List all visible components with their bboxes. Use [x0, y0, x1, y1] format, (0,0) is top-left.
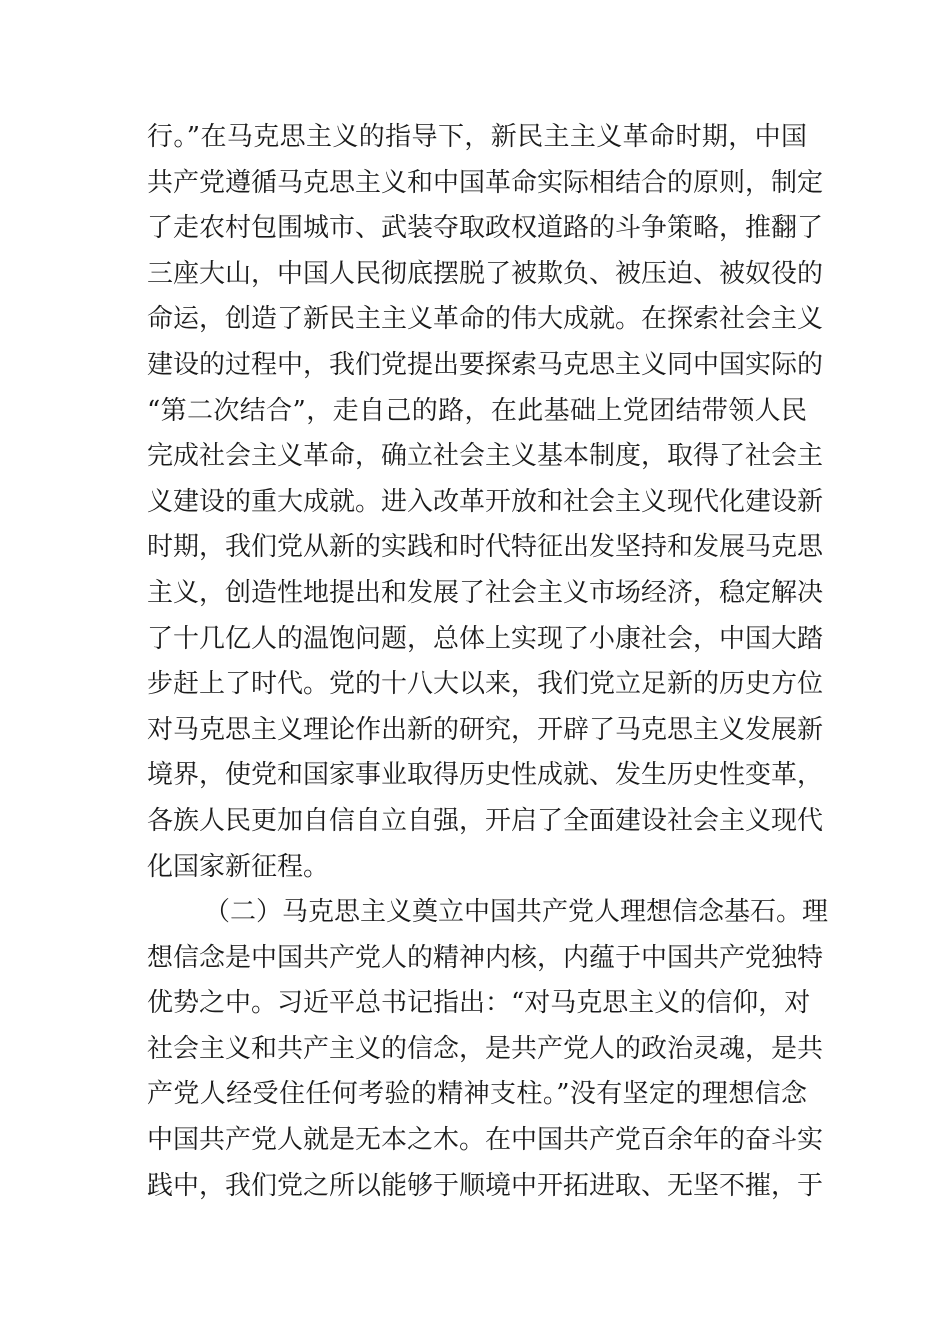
text-line: 时期，我们党从新的实践和时代特征出发坚持和发展马克思 [147, 532, 824, 563]
text-line: 各族人民更加自信自立自强，开启了全面建设社会主义现代 [147, 805, 824, 836]
text-line: “第二次结合”，走自己的路，在此基础上党团结带领人民 [147, 395, 807, 426]
text-line: 主义，创造性地提出和发展了社会主义市场经济，稳定解决 [147, 577, 824, 608]
text-line: 产党人经受住任何考验的精神支柱。”没有坚定的理想信念 [147, 1079, 807, 1110]
text-line: 三座大山，中国人民彻底摆脱了被欺负、被压迫、被奴役的 [147, 258, 824, 289]
text-line: 了十几亿人的温饱问题，总体上实现了小康社会，中国大踏 [147, 623, 824, 654]
text-line: 境界，使党和国家事业取得历史性成就、发生历史性变革， [147, 760, 824, 791]
text-line: 对马克思主义理论作出新的研究，开辟了马克思主义发展新 [147, 714, 824, 745]
body-text [147, 115, 829, 1209]
text-line: 践中，我们党之所以能够于顺境中开拓进取、无坚不摧，于 [147, 1170, 824, 1201]
section-heading-line: （二）马克思主义奠立中国共产党人理想信念基石。理 [204, 897, 829, 928]
text-line: 行。”在马克思主义的指导下，新民主主义革命时期，中国 [147, 122, 807, 152]
text-line: 中国共产党人就是无本之木。在中国共产党百余年的奋斗实 [147, 1125, 824, 1156]
text-line: 共产党遵循马克思主义和中国革命实际相结合的原则，制定 [147, 167, 824, 198]
text-line: 优势之中。习近平总书记指出：“对马克思主义的信仰，对 [147, 988, 811, 1019]
text-line: 义建设的重大成就。进入改革开放和社会主义现代化建设新 [147, 486, 824, 517]
text-line: 社会主义和共产主义的信念，是共产党人的政治灵魂，是共 [147, 1033, 824, 1064]
text-line: 想信念是中国共产党人的精神内核，内蕴于中国共产党独特 [147, 942, 824, 973]
text-line: 命运，创造了新民主主义革命的伟大成就。在探索社会主义 [147, 304, 824, 335]
text-line: 步赶上了时代。党的十八大以来，我们党立足新的历史方位 [147, 669, 824, 700]
text-line: 了走农村包围城市、武装夺取政权道路的斗争策略，推翻了 [147, 213, 824, 244]
paragraph-1 [147, 115, 824, 890]
text-line: 化国家新征程。 [147, 851, 330, 882]
paragraph-2 [147, 890, 829, 1209]
text-line: 完成社会主义革命，确立社会主义基本制度，取得了社会主 [147, 441, 824, 472]
text-line: 建设的过程中，我们党提出要探索马克思主义同中国实际的 [147, 349, 824, 380]
